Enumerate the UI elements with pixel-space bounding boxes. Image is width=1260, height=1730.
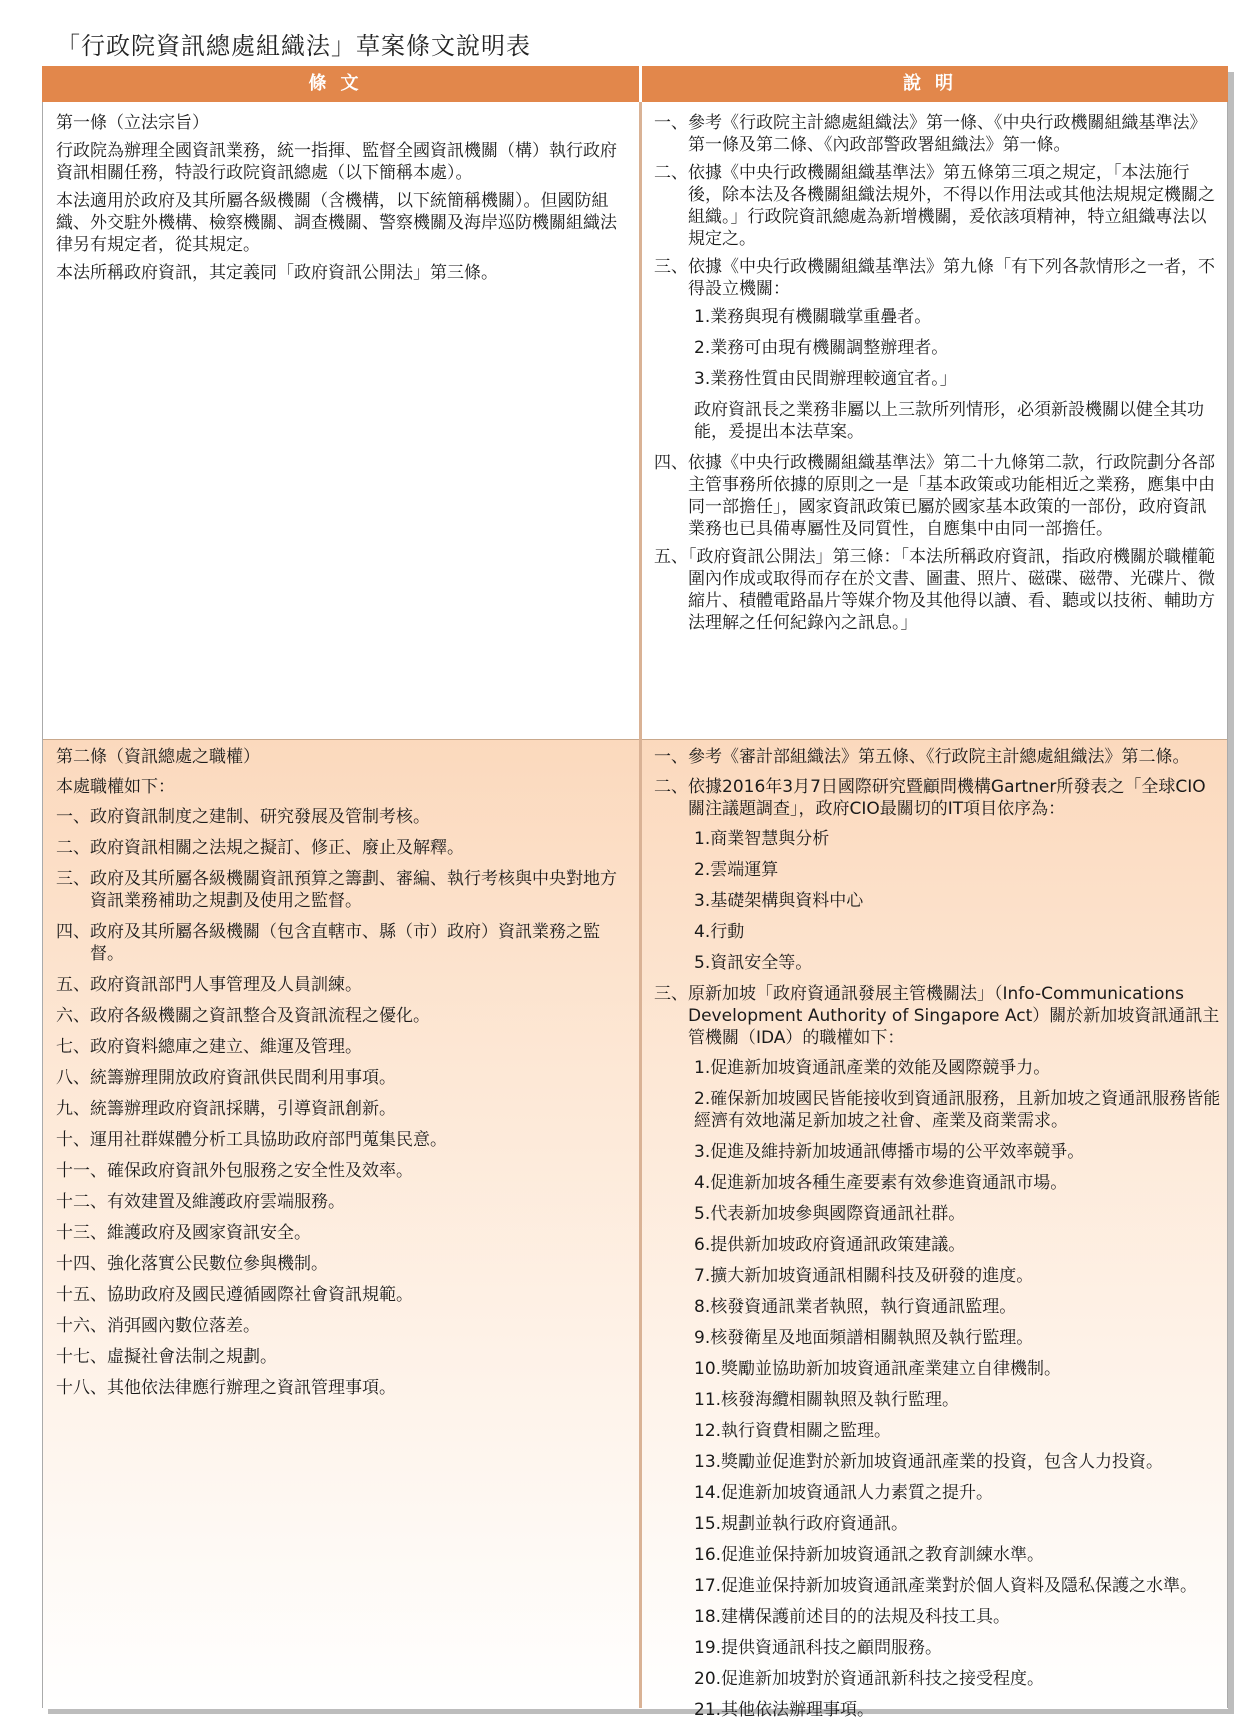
article-2-item: 五、政府資訊部門人事管理及人員訓練。 (56, 975, 362, 995)
explanation-sub-item: 14.促進新加坡資通訊人力素質之提升。 (694, 1483, 994, 1503)
article-2-heading: 第二條（資訊總處之職權） (56, 747, 260, 767)
article-2-item: 十八、其他依法律應行辦理之資訊管理事項。 (56, 1378, 396, 1398)
article-2-item: 四、政府及其所屬各級機關（包含直轄市、縣（市）政府）資訊業務之監督。 (56, 922, 600, 964)
explanation-sub-item: 6.提供新加坡政府資通訊政策建議。 (694, 1235, 966, 1255)
explanation-2-text (654, 746, 1222, 1730)
explanation-item: 五、「政府資訊公開法」第三條：「本法所稱政府資訊，指政府機關於職權範圍內作成或取得而存在於文書、圖畫、照片、磁碟、磁帶、光碟片、微縮片、積體電路晶片等媒介物及其他得以讀、看、聽或以技術、輔助方法理解之任何紀錄內之訊息。」 (654, 547, 1215, 633)
article-2-item: 十七、虛擬社會法制之規劃。 (56, 1347, 277, 1367)
explanation-sub-item: 19.提供資通訊科技之顧問服務。 (694, 1638, 943, 1658)
document-title: 「行政院資訊總處組織法」草案條文說明表 (56, 32, 531, 60)
explanation-sub-item: 10.獎勵並協助新加坡資通訊產業建立自律機制。 (694, 1359, 1062, 1379)
explanation-table (42, 66, 1228, 1720)
explanation-item: 四、依據《中央行政機關組織基準法》第二十九條第二款，行政院劃分各部主管事務所依據的原則之一是「基本政策或功能相近之業務，應集中由同一部擔任」，國家資訊政策已屬於國家基本政策的一部份，政府資訊業務也已具備專屬性及同質性，自應集中由同一部擔任。 (654, 453, 1215, 539)
article-2-item: 三、政府及其所屬各級機關資訊預算之籌劃、審編、執行考核與中央對地方資訊業務補助之規劃及使用之監督。 (56, 869, 617, 911)
explanation-sub-item: 1.商業智慧與分析 (694, 829, 830, 849)
explanation-sub-item: 3.業務性質由民間辦理較適宜者。」 (694, 369, 957, 389)
article-2-item: 九、統籌辦理政府資訊採購，引導資訊創新。 (56, 1099, 396, 1119)
explanation-sub-item: 1.促進新加坡資通訊產業的效能及國際競爭力。 (694, 1058, 1051, 1078)
explanation-sub-item: 5.代表新加坡參與國際資通訊社群。 (694, 1204, 966, 1224)
explanation-sub-item: 11.核發海纜相關執照及執行監理。 (694, 1390, 960, 1410)
explanation-sub-item: 1.業務與現有機關職掌重疊者。 (694, 307, 932, 327)
explanation-sub-item: 3.促進及維持新加坡通訊傳播市場的公平效率競爭。 (694, 1142, 1085, 1162)
explanation-sub-paragraph: 政府資訊長之業務非屬以上三款所列情形，必須新設機關以健全其功能，爰提出本法草案。 (694, 400, 1204, 442)
article-2-item: 十六、消弭國內數位落差。 (56, 1316, 260, 1336)
article-2-item: 十二、有效建置及維護政府雲端服務。 (56, 1192, 345, 1212)
header-explanation: 說明 (642, 66, 1228, 102)
article-2-item: 七、政府資料總庫之建立、維運及管理。 (56, 1037, 362, 1057)
explanation-item: 二、依據2016年3月7日國際研究暨顧問機構Gartner所發表之「全球CIO關注議題調查」，政府CIO最關切的IT項目依序為： (654, 777, 1206, 819)
table-row-article-1 (42, 102, 1228, 739)
article-2-item: 二、政府資訊相關之法規之擬訂、修正、廢止及解釋。 (56, 838, 464, 858)
explanation-item: 三、原新加坡「政府資通訊發展主管機關法」（Info-Communications Development Authority of Singapore Act）關於新加坡資訊通訊主管機關（IDA）的職權如下： (654, 984, 1220, 1048)
article-2-item: 十四、強化落實公民數位參與機制。 (56, 1254, 328, 1274)
explanation-sub-item: 15.規劃並執行政府資通訊。 (694, 1514, 909, 1534)
explanation-item: 一、參考《審計部組織法》第五條、《行政院主計總處組織法》第二條。 (654, 747, 1190, 767)
table-left-border (42, 102, 43, 1708)
article-1-paragraph: 行政院為辦理全國資訊業務，統一指揮、監督全國資訊機關（構）執行政府資訊相關任務，特設行政院資訊總處（以下簡稱本處）。 (56, 141, 617, 183)
article-1-text (56, 112, 631, 290)
explanation-sub-item: 8.核發資通訊業者執照，執行資通訊監理。 (694, 1297, 1017, 1317)
explanation-sub-item: 3.基礎架構與資料中心 (694, 891, 864, 911)
table-row-article-2 (42, 739, 1228, 1720)
column-divider (639, 102, 642, 1708)
article-2-item: 十、運用社群媒體分析工具協助政府部門蒐集民意。 (56, 1130, 447, 1150)
explanation-sub-item: 4.行動 (694, 922, 745, 942)
explanation-sub-item: 18.建構保護前述目的的法規及科技工具。 (694, 1607, 1011, 1627)
table-right-border (1227, 102, 1228, 1708)
article-2-intro: 本處職權如下： (56, 777, 175, 797)
article-2-text (56, 746, 631, 1408)
article-1-paragraph: 本法所稱政府資訊，其定義同「政府資訊公開法」第三條。 (56, 263, 498, 283)
explanation-sub-item: 20.促進新加坡對於資通訊新科技之接受程度。 (694, 1669, 1045, 1689)
explanation-item: 三、依據《中央行政機關組織基準法》第九條「有下列各款情形之一者，不得設立機關： (654, 257, 1215, 299)
explanation-sub-item: 2.業務可由現有機關調整辦理者。 (694, 338, 949, 358)
article-2-item: 一、政府資訊制度之建制、研究發展及管制考核。 (56, 807, 430, 827)
explanation-sub-item: 4.促進新加坡各種生產要素有效參進資通訊市場。 (694, 1173, 1068, 1193)
article-2-item: 六、政府各級機關之資訊整合及資訊流程之優化。 (56, 1006, 430, 1026)
explanation-item: 二、依據《中央行政機關組織基準法》第五條第三項之規定，「本法施行後，除本法及各機關組織法規外，不得以作用法或其他法規規定機關之組織。」行政院資訊總處為新增機關，爰依該項精神，特立組織專法以規定之。 (654, 163, 1215, 249)
explanation-sub-item: 7.擴大新加坡資通訊相關科技及研發的進度。 (694, 1266, 1034, 1286)
article-1-paragraph: 本法適用於政府及其所屬各級機關（含機構，以下統簡稱機關）。但國防組織、外交駐外機構、檢察機關、調查機關、警察機關及海岸巡防機關組織法律另有規定者，從其規定。 (56, 191, 617, 255)
explanation-item: 一、參考《行政院主計總處組織法》第一條、《中央行政機關組織基準法》第一條及第二條、《內政部警政署組織法》第一條。 (654, 113, 1207, 155)
explanation-sub-item: 12.執行資費相關之監理。 (694, 1421, 892, 1441)
explanation-sub-item: 9.核發衛星及地面頻譜相關執照及執行監理。 (694, 1328, 1034, 1348)
article-2-item: 十一、確保政府資訊外包服務之安全性及效率。 (56, 1161, 413, 1181)
explanation-1-text (654, 112, 1222, 640)
explanation-sub-item: 5.資訊安全等。 (694, 953, 813, 973)
explanation-sub-item: 13.獎勵並促進對於新加坡資通訊產業的投資，包含人力投資。 (694, 1452, 1164, 1472)
article-1-heading: 第一條（立法宗旨） (56, 113, 209, 133)
explanation-sub-item: 21.其他依法辦理事項。 (694, 1700, 875, 1720)
explanation-sub-item: 16.促進並保持新加坡資通訊之教育訓練水準。 (694, 1545, 1045, 1565)
header-article: 條文 (42, 66, 639, 102)
article-2-item: 八、統籌辦理開放政府資訊供民間利用事項。 (56, 1068, 396, 1088)
explanation-sub-item: 2.雲端運算 (694, 860, 779, 880)
explanation-sub-item: 17.促進並保持新加坡資通訊產業對於個人資料及隱私保護之水準。 (694, 1576, 1198, 1596)
article-2-item: 十五、協助政府及國民遵循國際社會資訊規範。 (56, 1285, 413, 1305)
explanation-sub-item: 2.確保新加坡國民皆能接收到資通訊服務，且新加坡之資通訊服務皆能經濟有效地滿足新加坡之社會、產業及商業需求。 (694, 1089, 1221, 1131)
article-2-item: 十三、維護政府及國家資訊安全。 (56, 1223, 311, 1243)
